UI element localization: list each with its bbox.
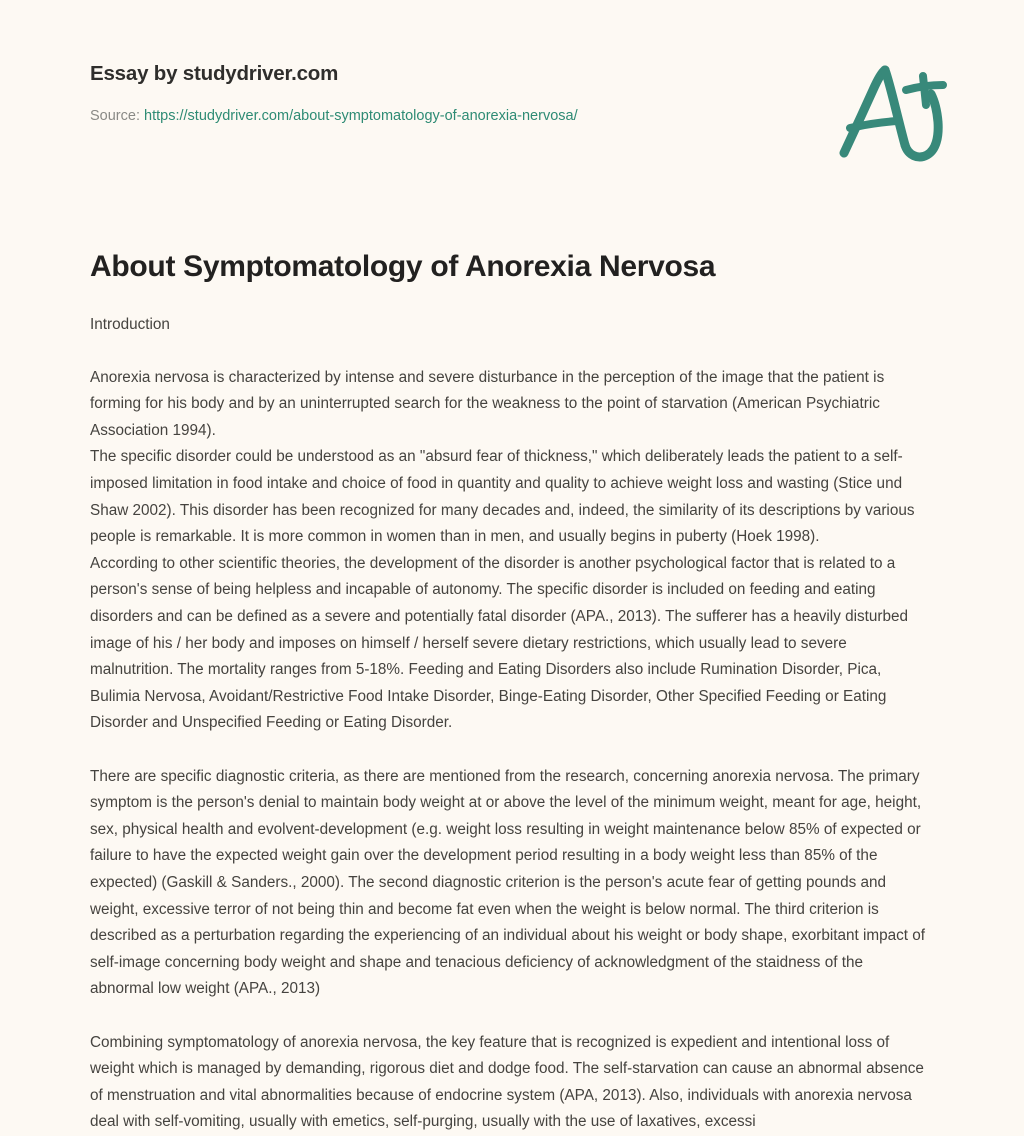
source-url-link[interactable]: https://studydriver.com/about-symptomatology-of-anorexia-nervosa/ [144, 107, 578, 124]
source-label: Source: [90, 107, 140, 124]
paragraph-2: The specific disorder could be understood as an "absurd fear of thickness," which deliberately leads the patient to a self-imposed limitation in food intake and choice of food in quantity and quality to achieve weight loss and wasting (Stice und Shaw 2002). This disorder has been recognized for many decades and, indeed, the similarity of its descriptions by various people is remarkable. It is more common in women than in men, and usually begins in puberty (Hoek 1998). [90, 448, 915, 546]
studydriver-logo[interactable] [826, 52, 956, 172]
paragraph-4: There are specific diagnostic criteria, as there are mentioned from the research, concerning anorexia nervosa. The primary symptom is the person's denial to maintain body weight at or above the level of the minimum weight, meant for age, height, sex, physical health and evolvent-development (e.g. weight loss resulting in weight maintenance below 85% of expected or failure to have the expected weight gain over the development period resulting in a body weight less than 85% of the expected) (Gaskill & Sanders., 2000). The second diagnostic criterion is the person's acute fear of getting pounds and weight, excessive terror of not being thin and become fat even when the weight is below normal. The third criterion is described as a perturbation regarding the experiencing of an individual about his weight or body shape, exorbitant impact of self-image concerning body weight and shape and tenacious deficiency of acknowledgment of the staidness of the abnormal low weight (APA., 2013) [90, 767, 926, 998]
paragraph-1: Anorexia nervosa is characterized by intense and severe disturbance in the perception of the image that the patient is forming for his body and by an uninterrupted search for the weakness to the point of starvation (American Psychiatric Association 1994). [90, 368, 885, 439]
section-heading-introduction: Introduction [90, 315, 170, 333]
essay-byline: Essay by studydriver.com [90, 62, 339, 85]
a-plus-logo-icon [826, 52, 956, 172]
document-header [0, 0, 1024, 200]
document-body [0, 286, 1024, 1136]
paragraph-5: Combining symptomatology of anorexia nervosa, the key feature that is recognized is expedient and intentional loss of weight which is managed by demanding, rigorous diet and dodge food. The self-starvation can cause an abnormal absence of menstruation and vital abnormalities because of endocrine system (APA, 2013). Also, individuals with anorexia nervosa deal with self-vomiting, usually with emetics, self-purging, usually with the use of laxatives, excessi [90, 1033, 924, 1131]
paragraph-3: According to other scientific theories, the development of the disorder is another psychological factor that is related to a person's sense of being helpless and incapable of autonomy. The specific disorder is included on feeding and eating disorders and can be defined as a severe and potentially fatal disorder (APA., 2013). The sufferer has a heavily disturbed image of his / her body and imposes on himself / herself severe dietary restrictions, which usually lead to severe malnutrition. The mortality ranges from 5-18%. Feeding and Eating Disorders also include Rumination Disorder, Pica, Bulimia Nervosa, Avoidant/Restrictive Food Intake Disorder, Binge-Eating Disorder, Other Specified Feeding or Eating Disorder and Unspecified Feeding or Eating Disorder. [90, 554, 909, 732]
page-title: About Symptomatology of Anorexia Nervosa [90, 250, 716, 283]
